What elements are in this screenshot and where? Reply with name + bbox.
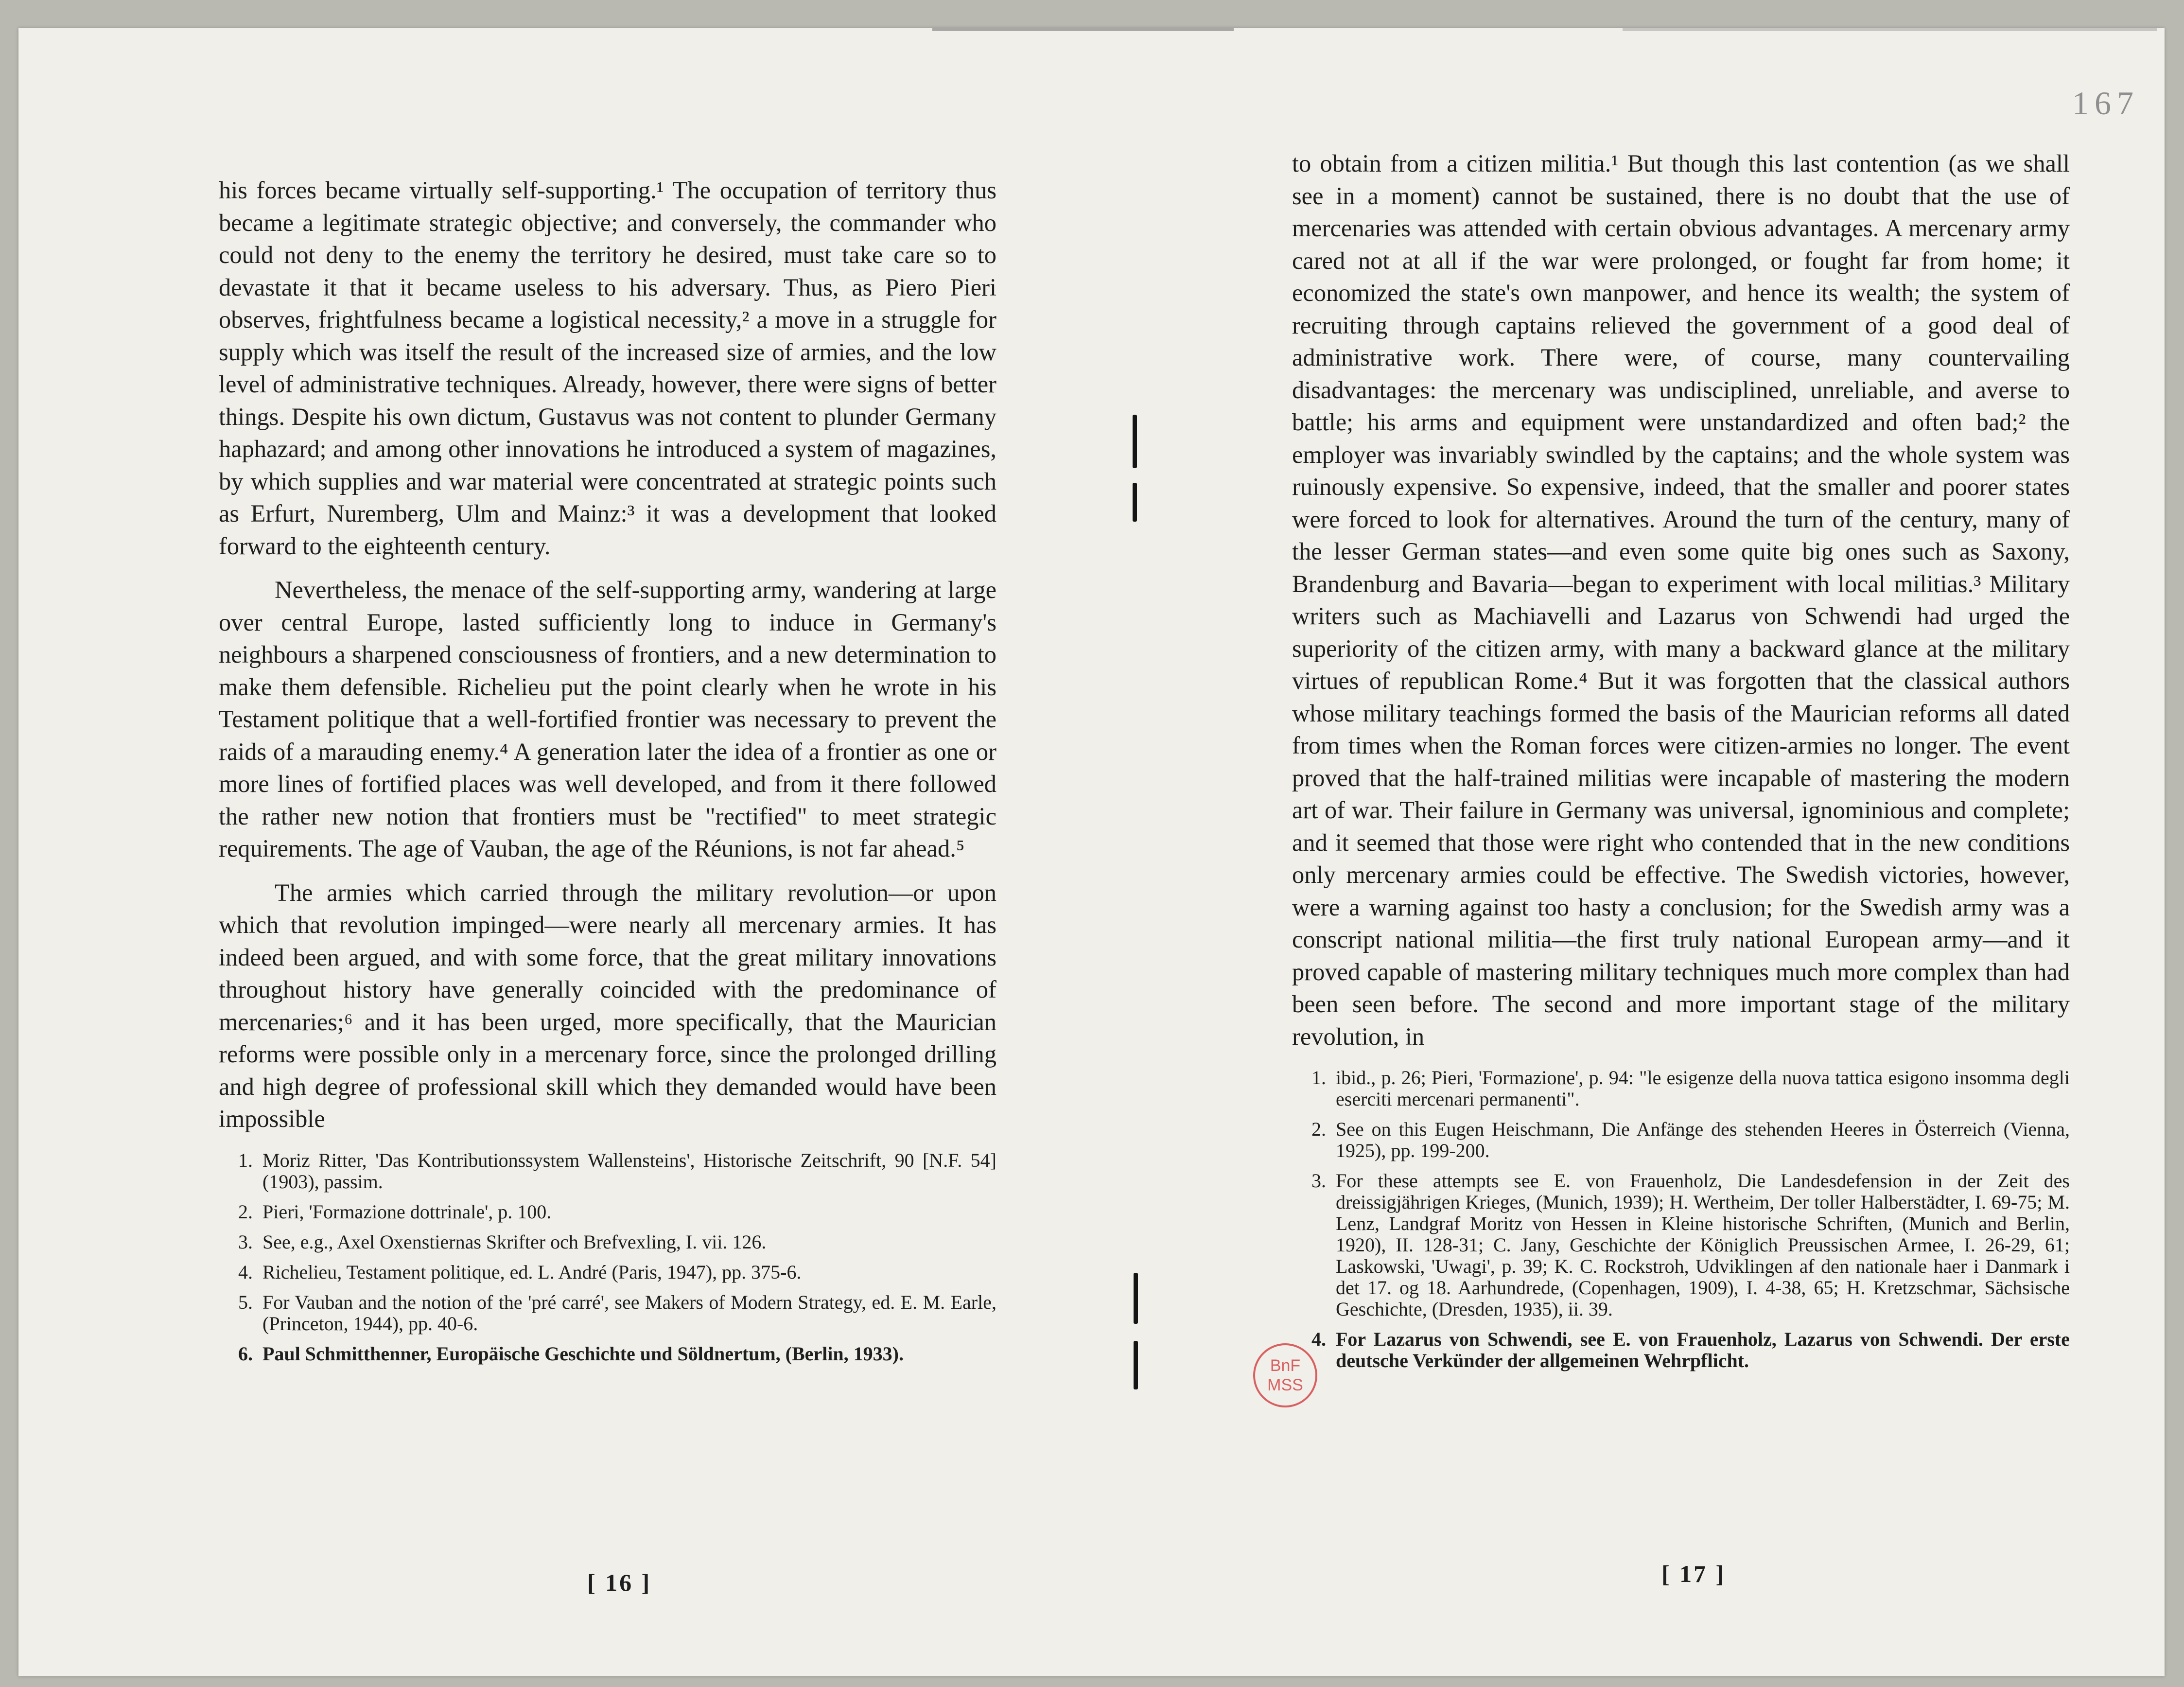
gutter-mark	[1133, 483, 1137, 522]
footnote-number: 2.	[238, 1200, 253, 1223]
footnote	[1292, 1170, 2070, 1320]
page-number-left: [ 16 ]	[587, 1569, 652, 1596]
footnote	[219, 1201, 996, 1223]
footnote-text: Paul Schmitthenner, Europäische Geschichte und Söldnertum, (Berlin, 1933).	[262, 1342, 904, 1365]
footnote	[1292, 1329, 2070, 1371]
footnote-text: Moriz Ritter, 'Das Kontributionssystem Wallensteins', Historische Zeitschrift, 90 [N.F. 54] (1903), passim.	[262, 1149, 996, 1193]
gutter-mark	[1133, 415, 1137, 468]
footnote-number: 3.	[238, 1230, 253, 1253]
right-page	[1292, 147, 2070, 1380]
folio-number: 167	[2072, 85, 2139, 122]
paragraph: to obtain from a citizen militia.¹ But though this last contention (as we shall see in a moment) cannot be sustained, there is no doubt that the use of mercenaries was attended with certain obvious advantages. A mercenary army cared not at all if the war were prolonged, or fought far from home; it economized the state's own manpower, and hence its wealth; the system of recruiting through captains relieved the government of a good deal of administrative work. There were, of course, many countervailing disadvantages: the mercenary was undisciplined, unreliable, and averse to battle; his arms and equipment were unstandardized and often bad;² the employer was invariably swindled by the captains; and the whole system was ruinously expensive. So expensive, indeed, that the smaller and poorer states were forced to look for alternatives. Around the turn of the century, many of the lesser German states—and even some quite big ones such as Saxony, Brandenburg and Bavaria—began to experiment with local militias.³ Military writers such as Machiavelli and Lazarus von Schwendi had urged the superiority of the citizen army, with many a backward glance at the military virtues of republican Rome.⁴ But it was forgotten that the classical authors whose military teachings formed the basis of the Maurician reforms all dated from times when the Roman forces were citizen-armies no longer. The event proved that the half-trained militias were incapable of mastering the modern art of war. Their failure in Germany was universal, ignominious and complete; and it seemed that those were right who contended that in the new conditions only mercenary armies could be effective. The Swedish victories, however, were a warning against too hasty a conclusion; for the Swedish army was a conscript national militia—the first truly national European army—and it proved capable of mastering military techniques much more complex than had been seen before. The second and more important stage of the military revolution, in	[1292, 150, 2070, 1050]
stamp-line: MSS	[1267, 1376, 1303, 1394]
footnote-text: For Vauban and the notion of the 'pré carré', see Makers of Modern Strategy, ed. E. M. Earle, (Princeton, 1944), pp. 40-6.	[262, 1291, 996, 1335]
page-number-right: [ 17 ]	[1661, 1560, 1726, 1587]
footnote	[219, 1150, 996, 1193]
footnote-number: 6.	[238, 1342, 253, 1365]
scanned-sheet	[18, 28, 2165, 1676]
footnote	[1292, 1067, 2070, 1110]
footnote-text: See, e.g., Axel Oxenstiernas Skrifter och Brefvexling, I. vii. 126.	[262, 1230, 767, 1253]
right-page-body	[1292, 147, 2070, 1053]
left-page	[219, 174, 996, 1373]
footnote-number: 1.	[238, 1149, 253, 1171]
footnote-text: Pieri, 'Formazione dottrinale', p. 100.	[262, 1200, 552, 1223]
footnote-text: See on this Eugen Heischmann, Die Anfänge des stehenden Heeres in Österreich (Vienna, 1925), pp. 199-200.	[1336, 1118, 2070, 1161]
footnote	[219, 1231, 996, 1253]
paragraph: his forces became virtually self-supporting.¹ The occupation of territory thus became a legitimate strategic objective; and conversely, the commander who could not deny to the enemy the territory he desired, must take care so to devastate it that it became useless to his adversary. Thus, as Piero Pieri observes, frightfulness became a logistical necessity,² a move in a struggle for supply which was itself the result of the increased size of armies, and the low level of administrative techniques. Already, however, there were signs of better things. Despite his own dictum, Gustavus was not content to plunder Germany haphazard; and among other innovations he introduced a system of magazines, by which supplies and war material were concentrated at strategic points such as Erfurt, Nuremberg, Ulm and Mainz:³ it was a development that looked forward to the eighteenth century.	[219, 176, 996, 560]
footnote-text: ibid., p. 26; Pieri, 'Formazione', p. 94: "le esigenze della nuova tattica esigono insomma degli eserciti mercenari permanenti".	[1336, 1067, 2070, 1110]
footnote-number: 3.	[1311, 1170, 1326, 1192]
paragraph: Nevertheless, the menace of the self-supporting army, wandering at large over central Europe, lasted sufficiently long to induce in Germany's neighbours a sharpened consciousness of frontiers, and a new determination to make them defensible. Richelieu put the point clearly when he wrote in his Testament politique that a well-fortified frontier was necessary to prevent the raids of a marauding enemy.⁴ A generation later the idea of a frontier as one or more lines of fortified places was well developed, and from it there followed the rather new notion that frontiers must be "rectified" to meet strategic requirements. The age of Vauban, the age of the Réunions, is not far ahead.⁵	[219, 576, 996, 862]
footnote	[1292, 1119, 2070, 1161]
left-footnotes	[219, 1150, 996, 1365]
paragraph: The armies which carried through the military revolution—or upon which that revolution impinged—were nearly all mercenary armies. It has indeed been argued, and with some force, that the great military innovations throughout history have generally coincided with the predominance of mercenaries;⁶ and it has been urged, more specifically, that the Maurician reforms were possible only in a mercenary force, since the prolonged drilling and high degree of professional skill which they demanded would have been impossible	[219, 879, 996, 1132]
left-page-body	[219, 174, 996, 1135]
footnote-text: For these attempts see E. von Frauenholz, Die Landesdefension in der Zeit des dreissigjährigen Krieges, (Munich, 1939); H. Wertheim, Der toller Halberstädter, I. 69-75; M. Lenz, Landgraf Moritz von Hessen in Kleine historische Schriften, (Munich and Berlin, 1920), II. 128-31; C. Jany, Geschichte der Königlich Preussischen Armee, I. 26-29, 61; Laskowski, 'Uwagi', p. 39; K. C. Rockstroh, Udviklingen af den nationale haer i Danmark i det 17. og 18. Aarhundrede, (Copenhagen, 1909), I. 4-38, 65; H. Kretzschmar, Sächsische Geschichte, (Dresden, 1935), ii. 39.	[1336, 1170, 2070, 1320]
gutter-mark	[1134, 1273, 1138, 1324]
library-stamp	[1253, 1343, 1317, 1407]
footnote-number: 5.	[238, 1291, 253, 1313]
footnote	[219, 1262, 996, 1283]
footnote-number: 1.	[1311, 1067, 1326, 1089]
footnote	[219, 1292, 996, 1335]
footnote-number: 4.	[1311, 1328, 1326, 1350]
top-edge-mark	[932, 28, 1234, 31]
stamp-line: BnF	[1270, 1356, 1301, 1375]
footnote	[219, 1343, 996, 1365]
footnote-text: For Lazarus von Schwendi, see E. von Frauenholz, Lazarus von Schwendi. Der erste deutsche Verkünder der allgemeinen Wehrpflicht.	[1336, 1328, 2070, 1371]
footnote-text: Richelieu, Testament politique, ed. L. André (Paris, 1947), pp. 375-6.	[262, 1261, 802, 1283]
top-edge-mark	[1623, 28, 2157, 31]
footnote-number: 4.	[238, 1261, 253, 1283]
right-footnotes	[1292, 1067, 2070, 1371]
footnote-number: 2.	[1311, 1118, 1326, 1140]
gutter-mark	[1134, 1341, 1138, 1389]
